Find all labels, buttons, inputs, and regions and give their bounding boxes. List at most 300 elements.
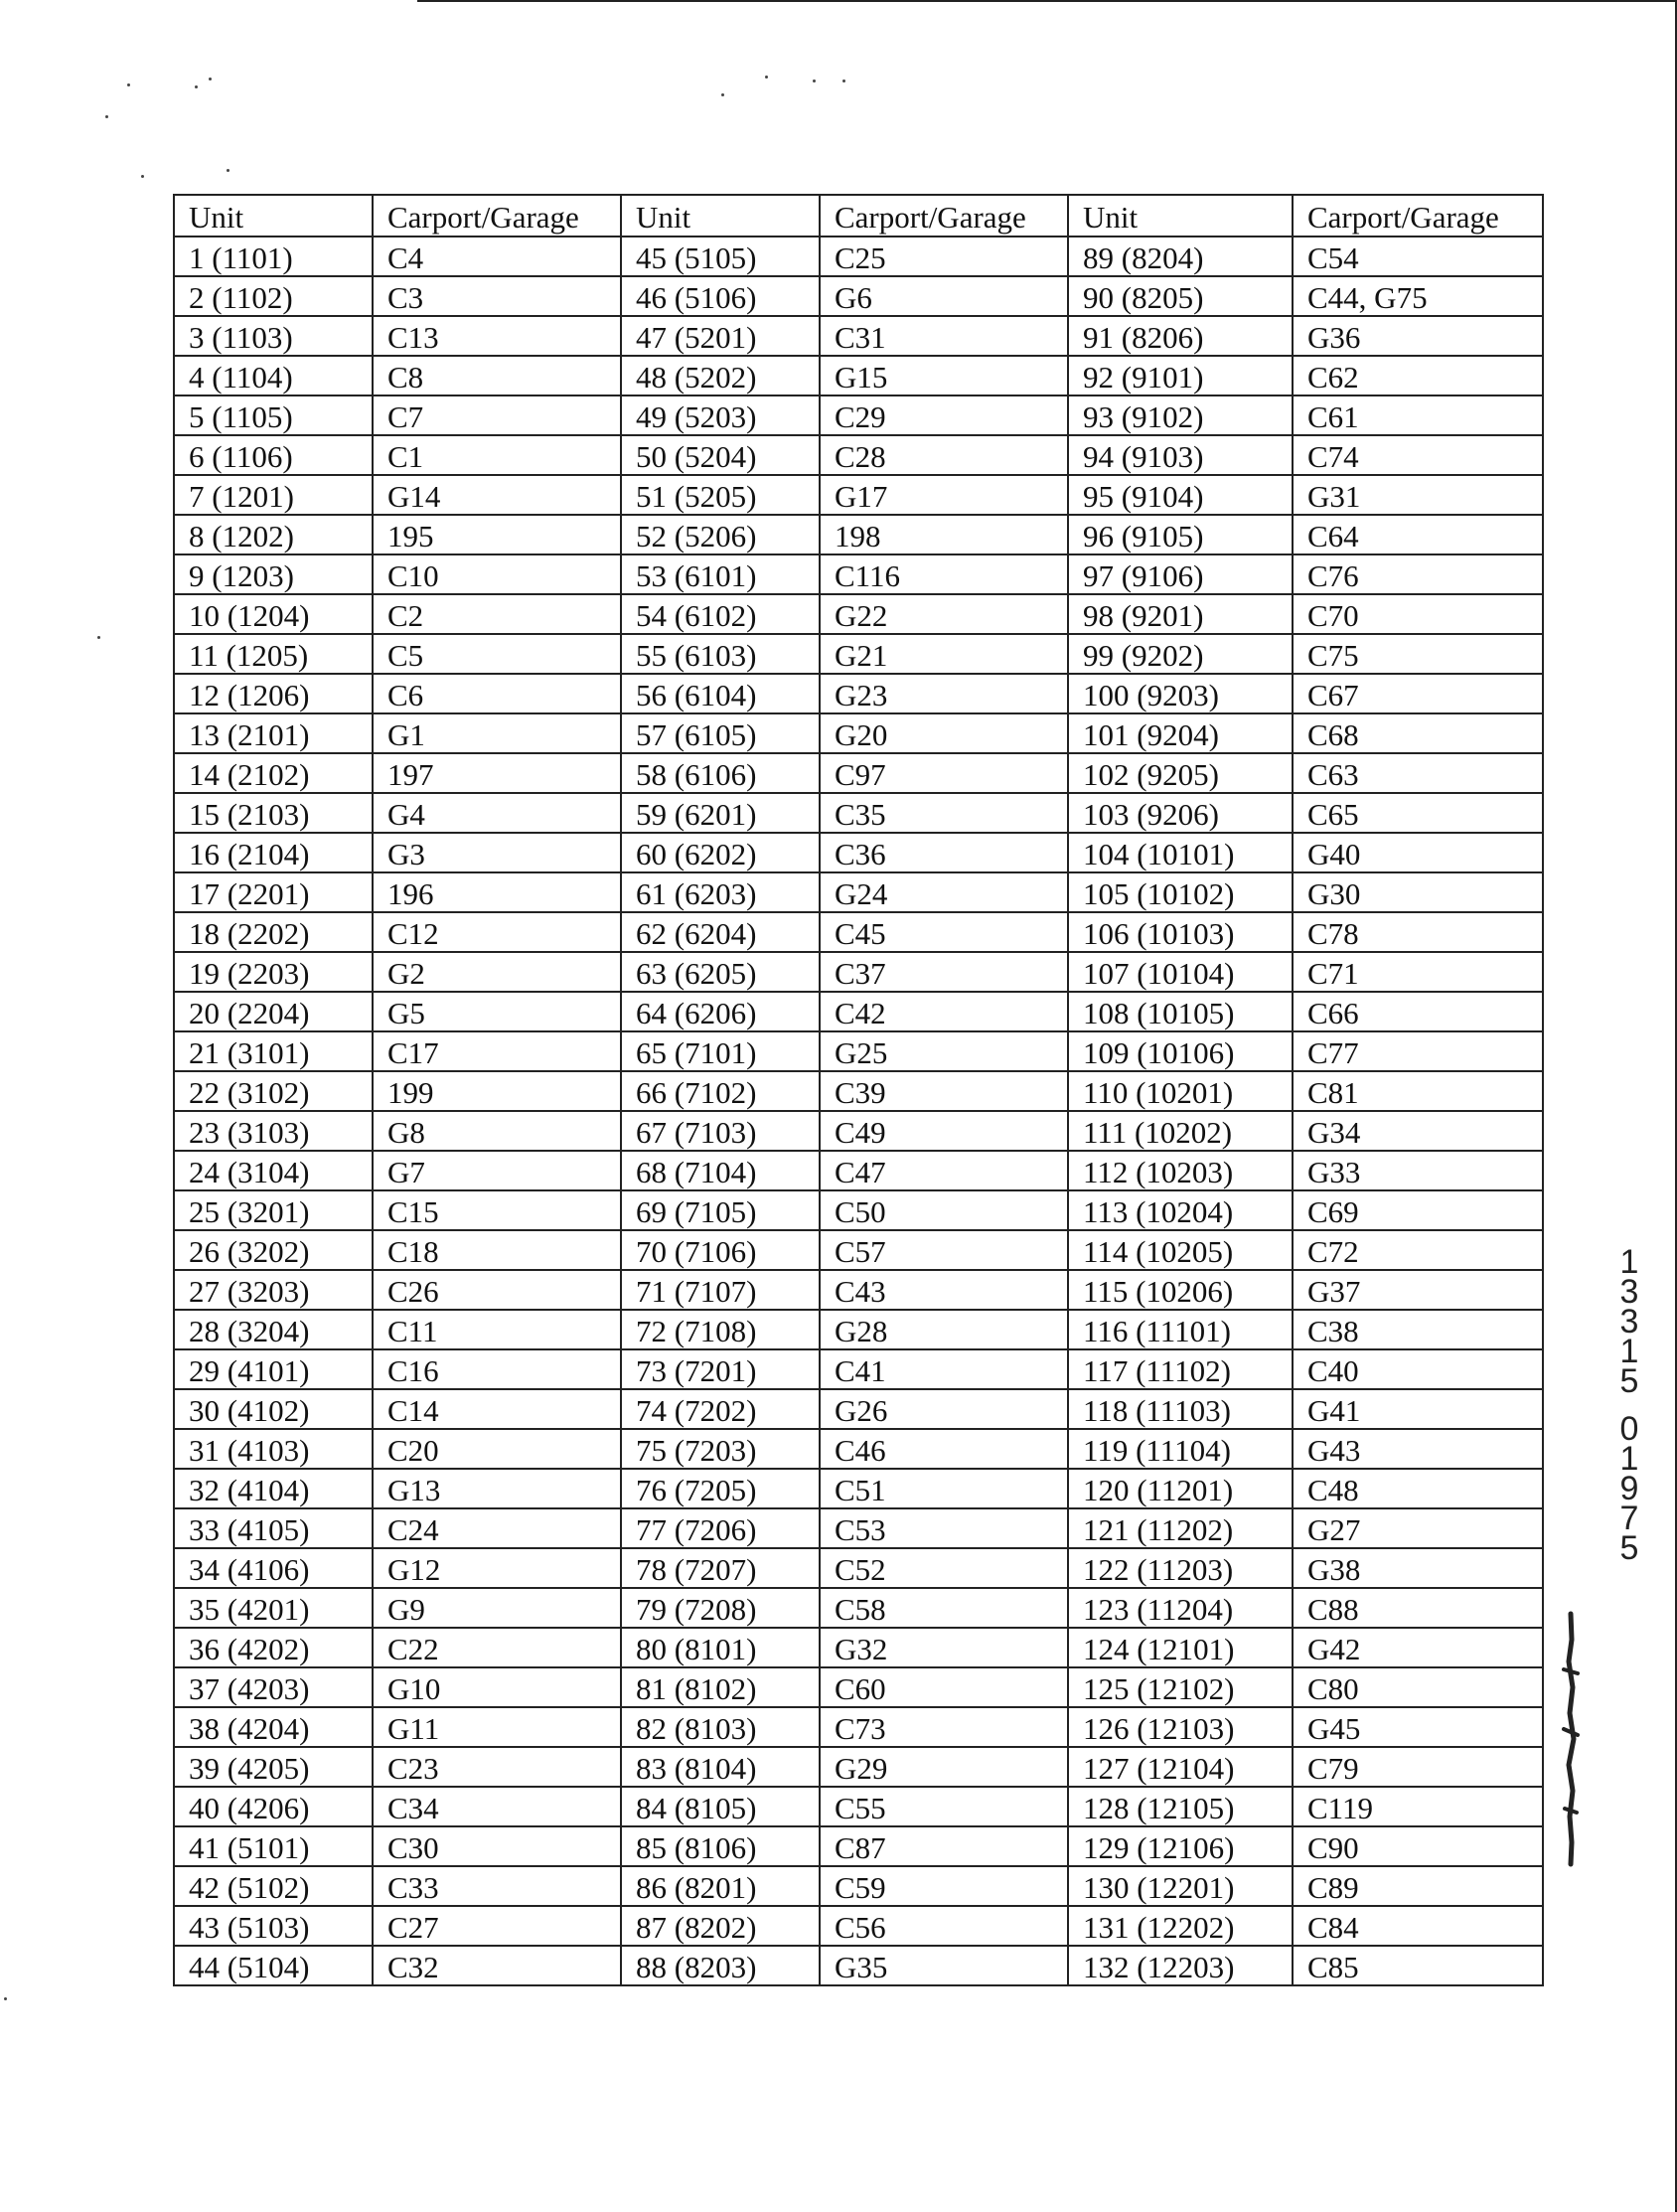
carport-garage-cell: C6: [373, 674, 621, 713]
carport-garage-cell: C67: [1293, 674, 1543, 713]
table-row: [174, 634, 1543, 674]
carport-garage-cell: G27: [1293, 1508, 1543, 1548]
table-row: [174, 1628, 1543, 1667]
scan-speck: [105, 115, 108, 118]
table-row: [174, 1747, 1543, 1787]
unit-cell: 120 (11201): [1068, 1469, 1293, 1508]
carport-garage-cell: G2: [373, 952, 621, 992]
unit-cell: 94 (9103): [1068, 435, 1293, 475]
unit-cell: 84 (8105): [621, 1787, 820, 1826]
unit-cell: 75 (7203): [621, 1429, 820, 1469]
unit-cell: 34 (4106): [174, 1548, 373, 1588]
carport-garage-cell: C2: [373, 594, 621, 634]
carport-garage-cell: G10: [373, 1667, 621, 1707]
unit-cell: 45 (5105): [621, 237, 820, 276]
header-row: [174, 195, 1543, 237]
carport-garage-cell: G4: [373, 793, 621, 833]
document-number-first: [1609, 1243, 1649, 1400]
unit-cell: 51 (5205): [621, 475, 820, 515]
table-row: [174, 1548, 1543, 1588]
carport-garage-cell: C50: [820, 1190, 1068, 1230]
table-row: [174, 833, 1543, 872]
table-row: [174, 1508, 1543, 1548]
carport-garage-cell: C3: [373, 276, 621, 316]
stamp-digit: 5: [1619, 1362, 1639, 1400]
carport-garage-cell: C57: [820, 1230, 1068, 1270]
unit-cell: 111 (10202): [1068, 1111, 1293, 1151]
unit-cell: 67 (7103): [621, 1111, 820, 1151]
unit-cell: 106 (10103): [1068, 912, 1293, 952]
table-row: [174, 1111, 1543, 1151]
carport-garage-cell: G6: [820, 276, 1068, 316]
carport-garage-cell: C34: [373, 1787, 621, 1826]
stamp-digit: 1: [1619, 1333, 1639, 1370]
carport-garage-cell: C97: [820, 753, 1068, 793]
unit-cell: 108 (10105): [1068, 992, 1293, 1031]
unit-cell: 60 (6202): [621, 833, 820, 872]
carport-garage-cell: C74: [1293, 435, 1543, 475]
unit-cell: 125 (12102): [1068, 1667, 1293, 1707]
stamp-digit: 1: [1619, 1440, 1639, 1478]
table-row: [174, 1031, 1543, 1071]
table-header: [174, 195, 1543, 237]
carport-garage-cell: C78: [1293, 912, 1543, 952]
carport-garage-cell: G31: [1293, 475, 1543, 515]
unit-cell: 92 (9101): [1068, 356, 1293, 395]
unit-cell: 80 (8101): [621, 1628, 820, 1667]
carport-garage-cell: C85: [1293, 1946, 1543, 1985]
carport-garage-cell: C39: [820, 1071, 1068, 1111]
table-row: [174, 992, 1543, 1031]
carport-garage-cell: C28: [820, 435, 1068, 475]
carport-garage-cell: C7: [373, 395, 621, 435]
carport-garage-cell: C23: [373, 1747, 621, 1787]
carport-garage-cell: G12: [373, 1548, 621, 1588]
carport-garage-cell: C56: [820, 1906, 1068, 1946]
carport-garage-cell: G22: [820, 594, 1068, 634]
carport-garage-cell: C22: [373, 1628, 621, 1667]
unit-cell: 96 (9105): [1068, 515, 1293, 554]
unit-cell: 93 (9102): [1068, 395, 1293, 435]
unit-cell: 46 (5106): [621, 276, 820, 316]
unit-cell: 23 (3103): [174, 1111, 373, 1151]
table-row: [174, 753, 1543, 793]
carport-garage-cell: C20: [373, 1429, 621, 1469]
unit-cell: 132 (12203): [1068, 1946, 1293, 1985]
carport-garage-cell: C80: [1293, 1667, 1543, 1707]
carport-garage-cell: G33: [1293, 1151, 1543, 1190]
unit-cell: 17 (2201): [174, 872, 373, 912]
scan-speck: [842, 79, 845, 82]
unit-cell: 100 (9203): [1068, 674, 1293, 713]
unit-cell: 83 (8104): [621, 1747, 820, 1787]
carport-garage-cell: C52: [820, 1548, 1068, 1588]
table-row: [174, 1787, 1543, 1826]
carport-garage-cell: C38: [1293, 1310, 1543, 1349]
carport-garage-cell: C43: [820, 1270, 1068, 1310]
unit-cell: 39 (4205): [174, 1747, 373, 1787]
table-row: [174, 1946, 1543, 1985]
carport-garage-cell: 196: [373, 872, 621, 912]
unit-cell: 32 (4104): [174, 1469, 373, 1508]
carport-garage-cell: C79: [1293, 1747, 1543, 1787]
unit-cell: 77 (7206): [621, 1508, 820, 1548]
unit-cell: 55 (6103): [621, 634, 820, 674]
unit-cell: 90 (8205): [1068, 276, 1293, 316]
unit-cell: 29 (4101): [174, 1349, 373, 1389]
unit-cell: 59 (6201): [621, 793, 820, 833]
unit-cell: 102 (9205): [1068, 753, 1293, 793]
unit-cell: 78 (7207): [621, 1548, 820, 1588]
carport-garage-cell: G32: [820, 1628, 1068, 1667]
unit-cell: 128 (12105): [1068, 1787, 1293, 1826]
carport-garage-cell: C69: [1293, 1190, 1543, 1230]
unit-cell: 15 (2103): [174, 793, 373, 833]
unit-cell: 61 (6203): [621, 872, 820, 912]
carport-garage-cell: G35: [820, 1946, 1068, 1985]
unit-cell: 35 (4201): [174, 1588, 373, 1628]
unit-cell: 44 (5104): [174, 1946, 373, 1985]
carport-garage-cell: C35: [820, 793, 1068, 833]
carport-garage-cell: C72: [1293, 1230, 1543, 1270]
unit-cell: 99 (9202): [1068, 634, 1293, 674]
scan-speck: [721, 93, 724, 96]
carport-garage-cell: C29: [820, 395, 1068, 435]
unit-cell: 104 (10101): [1068, 833, 1293, 872]
carport-garage-cell: C61: [1293, 395, 1543, 435]
scan-speck: [97, 636, 100, 639]
table-row: [174, 1667, 1543, 1707]
unit-cell: 105 (10102): [1068, 872, 1293, 912]
carport-garage-cell: C45: [820, 912, 1068, 952]
scan-speck: [195, 85, 198, 88]
carport-garage-cell: G24: [820, 872, 1068, 912]
unit-cell: 14 (2102): [174, 753, 373, 793]
carport-garage-cell: C42: [820, 992, 1068, 1031]
carport-garage-cell: G36: [1293, 316, 1543, 356]
unit-cell: 5 (1105): [174, 395, 373, 435]
unit-cell: 47 (5201): [621, 316, 820, 356]
unit-cell: 116 (11101): [1068, 1310, 1293, 1349]
table-row: [174, 793, 1543, 833]
unit-cell: 66 (7102): [621, 1071, 820, 1111]
unit-cell: 107 (10104): [1068, 952, 1293, 992]
unit-cell: 6 (1106): [174, 435, 373, 475]
carport-garage-cell: G42: [1293, 1628, 1543, 1667]
unit-cell: 70 (7106): [621, 1230, 820, 1270]
stamp-digit: 0: [1619, 1410, 1639, 1448]
unit-cell: 25 (3201): [174, 1190, 373, 1230]
carport-garage-cell: 198: [820, 515, 1068, 554]
carport-garage-cell: C71: [1293, 952, 1543, 992]
carport-garage-cell: C12: [373, 912, 621, 952]
unit-cell: 71 (7107): [621, 1270, 820, 1310]
unit-cell: 56 (6104): [621, 674, 820, 713]
column-header: Unit: [1068, 195, 1293, 237]
table-row: [174, 316, 1543, 356]
unit-cell: 114 (10205): [1068, 1230, 1293, 1270]
unit-cell: 16 (2104): [174, 833, 373, 872]
carport-garage-cell: C27: [373, 1906, 621, 1946]
carport-garage-cell: G34: [1293, 1111, 1543, 1151]
scan-speck: [127, 83, 130, 86]
carport-garage-cell: C26: [373, 1270, 621, 1310]
column-header: Carport/Garage: [1293, 195, 1543, 237]
unit-cell: 123 (11204): [1068, 1588, 1293, 1628]
carport-garage-cell: G25: [820, 1031, 1068, 1071]
unit-cell: 41 (5101): [174, 1826, 373, 1866]
unit-cell: 72 (7108): [621, 1310, 820, 1349]
unit-cell: 18 (2202): [174, 912, 373, 952]
unit-cell: 115 (10206): [1068, 1270, 1293, 1310]
carport-garage-cell: C31: [820, 316, 1068, 356]
carport-garage-cell: G37: [1293, 1270, 1543, 1310]
unit-cell: 13 (2101): [174, 713, 373, 753]
carport-garage-cell: C58: [820, 1588, 1068, 1628]
unit-cell: 7 (1201): [174, 475, 373, 515]
unit-cell: 73 (7201): [621, 1349, 820, 1389]
unit-cell: 4 (1104): [174, 356, 373, 395]
column-header: Carport/Garage: [373, 195, 621, 237]
carport-garage-cell: G21: [820, 634, 1068, 674]
unit-cell: 101 (9204): [1068, 713, 1293, 753]
carport-garage-cell: C36: [820, 833, 1068, 872]
unit-cell: 10 (1204): [174, 594, 373, 634]
carport-garage-cell: C63: [1293, 753, 1543, 793]
carport-garage-cell: C89: [1293, 1866, 1543, 1906]
carport-garage-cell: C25: [820, 237, 1068, 276]
unit-cell: 38 (4204): [174, 1707, 373, 1747]
carport-garage-cell: G30: [1293, 872, 1543, 912]
table-row: [174, 1469, 1543, 1508]
unit-cell: 43 (5103): [174, 1906, 373, 1946]
unit-cell: 76 (7205): [621, 1469, 820, 1508]
unit-cell: 21 (3101): [174, 1031, 373, 1071]
carport-garage-cell: G40: [1293, 833, 1543, 872]
table-row: [174, 1906, 1543, 1946]
unit-cell: 65 (7101): [621, 1031, 820, 1071]
scan-speck: [813, 79, 816, 82]
table-row: [174, 713, 1543, 753]
carport-garage-cell: G17: [820, 475, 1068, 515]
unit-cell: 9 (1203): [174, 554, 373, 594]
stamp-digit: 3: [1619, 1273, 1639, 1311]
table-body: [174, 237, 1543, 1985]
carport-garage-cell: C15: [373, 1190, 621, 1230]
table-row: [174, 594, 1543, 634]
carport-garage-cell: C66: [1293, 992, 1543, 1031]
carport-garage-cell: G20: [820, 713, 1068, 753]
table-row: [174, 872, 1543, 912]
unit-cell: 113 (10204): [1068, 1190, 1293, 1230]
carport-garage-cell: C17: [373, 1031, 621, 1071]
unit-cell: 112 (10203): [1068, 1151, 1293, 1190]
stamp-digit: 3: [1619, 1303, 1639, 1341]
carport-garage-cell: C119: [1293, 1787, 1543, 1826]
carport-garage-cell: G38: [1293, 1548, 1543, 1588]
unit-cell: 109 (10106): [1068, 1031, 1293, 1071]
table-row: [174, 1429, 1543, 1469]
carport-garage-cell: C13: [373, 316, 621, 356]
unit-cell: 54 (6102): [621, 594, 820, 634]
column-header: Unit: [621, 195, 820, 237]
carport-garage-cell: C88: [1293, 1588, 1543, 1628]
carport-garage-cell: G11: [373, 1707, 621, 1747]
unit-cell: 127 (12104): [1068, 1747, 1293, 1787]
unit-cell: 28 (3204): [174, 1310, 373, 1349]
table-row: [174, 1866, 1543, 1906]
table-row: [174, 1826, 1543, 1866]
carport-garage-cell: C11: [373, 1310, 621, 1349]
unit-cell: 12 (1206): [174, 674, 373, 713]
carport-garage-cell: C14: [373, 1389, 621, 1429]
unit-cell: 88 (8203): [621, 1946, 820, 1985]
unit-cell: 121 (11202): [1068, 1508, 1293, 1548]
unit-cell: 122 (11203): [1068, 1548, 1293, 1588]
unit-cell: 81 (8102): [621, 1667, 820, 1707]
carport-garage-cell: C65: [1293, 793, 1543, 833]
table-row: [174, 1588, 1543, 1628]
stamp-digit: 5: [1619, 1529, 1639, 1567]
unit-cell: 98 (9201): [1068, 594, 1293, 634]
carport-garage-cell: C68: [1293, 713, 1543, 753]
unit-cell: 130 (12201): [1068, 1866, 1293, 1906]
carport-garage-cell: G5: [373, 992, 621, 1031]
unit-cell: 26 (3202): [174, 1230, 373, 1270]
stamp-digit: 9: [1619, 1470, 1639, 1507]
unit-cell: 126 (12103): [1068, 1707, 1293, 1747]
unit-cell: 2 (1102): [174, 276, 373, 316]
carport-garage-cell: G7: [373, 1151, 621, 1190]
unit-cell: 8 (1202): [174, 515, 373, 554]
unit-cell: 37 (4203): [174, 1667, 373, 1707]
carport-garage-cell: C24: [373, 1508, 621, 1548]
table-row: [174, 475, 1543, 515]
carport-garage-cell: G43: [1293, 1429, 1543, 1469]
table-row: [174, 515, 1543, 554]
unit-cell: 11 (1205): [174, 634, 373, 674]
carport-garage-cell: G8: [373, 1111, 621, 1151]
unit-cell: 82 (8103): [621, 1707, 820, 1747]
carport-garage-cell: C40: [1293, 1349, 1543, 1389]
unit-cell: 49 (5203): [621, 395, 820, 435]
carport-garage-cell: 199: [373, 1071, 621, 1111]
table-row: [174, 1389, 1543, 1429]
unit-cell: 22 (3102): [174, 1071, 373, 1111]
carport-garage-cell: C16: [373, 1349, 621, 1389]
carport-garage-cell: G41: [1293, 1389, 1543, 1429]
document-number-second: [1609, 1410, 1649, 1567]
carport-garage-cell: C76: [1293, 554, 1543, 594]
handwritten-signature: [1556, 1610, 1586, 1868]
stamp-digit: 7: [1619, 1500, 1639, 1537]
carport-garage-cell: G28: [820, 1310, 1068, 1349]
carport-garage-cell: C5: [373, 634, 621, 674]
table-row: [174, 356, 1543, 395]
carport-garage-cell: C64: [1293, 515, 1543, 554]
unit-cell: 69 (7105): [621, 1190, 820, 1230]
unit-cell: 58 (6106): [621, 753, 820, 793]
carport-garage-cell: G13: [373, 1469, 621, 1508]
carport-garage-cell: C49: [820, 1111, 1068, 1151]
carport-garage-cell: C37: [820, 952, 1068, 992]
unit-cell: 30 (4102): [174, 1389, 373, 1429]
unit-cell: 118 (11103): [1068, 1389, 1293, 1429]
table-row: [174, 912, 1543, 952]
unit-cell: 103 (9206): [1068, 793, 1293, 833]
unit-cell: 42 (5102): [174, 1866, 373, 1906]
carport-garage-cell: C59: [820, 1866, 1068, 1906]
carport-garage-cell: C41: [820, 1349, 1068, 1389]
unit-cell: 20 (2204): [174, 992, 373, 1031]
unit-cell: 3 (1103): [174, 316, 373, 356]
table-row: [174, 1270, 1543, 1310]
carport-garage-cell: C46: [820, 1429, 1068, 1469]
scan-speck: [765, 76, 768, 79]
unit-cell: 63 (6205): [621, 952, 820, 992]
side-document-number: [1609, 1243, 1649, 1567]
carport-garage-cell: C33: [373, 1866, 621, 1906]
carport-garage-cell: C73: [820, 1707, 1068, 1747]
carport-garage-cell: C54: [1293, 237, 1543, 276]
unit-cell: 117 (11102): [1068, 1349, 1293, 1389]
unit-cell: 95 (9104): [1068, 475, 1293, 515]
unit-cell: 68 (7104): [621, 1151, 820, 1190]
column-header: Carport/Garage: [820, 195, 1068, 237]
unit-cell: 57 (6105): [621, 713, 820, 753]
carport-garage-cell: C30: [373, 1826, 621, 1866]
unit-cell: 79 (7208): [621, 1588, 820, 1628]
table-row: [174, 1349, 1543, 1389]
unit-cell: 1 (1101): [174, 237, 373, 276]
unit-cell: 33 (4105): [174, 1508, 373, 1548]
unit-cell: 110 (10201): [1068, 1071, 1293, 1111]
unit-cell: 86 (8201): [621, 1866, 820, 1906]
table-row: [174, 435, 1543, 475]
carport-garage-cell: C48: [1293, 1469, 1543, 1508]
table-row: [174, 1071, 1543, 1111]
unit-cell: 64 (6206): [621, 992, 820, 1031]
unit-cell: 36 (4202): [174, 1628, 373, 1667]
unit-cell: 62 (6204): [621, 912, 820, 952]
table-row: [174, 395, 1543, 435]
carport-garage-cell: C90: [1293, 1826, 1543, 1866]
scan-speck: [227, 169, 229, 172]
carport-garage-cell: C44, G75: [1293, 276, 1543, 316]
unit-cell: 19 (2203): [174, 952, 373, 992]
scan-edge-top: [417, 0, 1677, 2]
unit-cell: 31 (4103): [174, 1429, 373, 1469]
table-row: [174, 1230, 1543, 1270]
table-row: [174, 237, 1543, 276]
carport-garage-cell: C70: [1293, 594, 1543, 634]
carport-garage-cell: C18: [373, 1230, 621, 1270]
unit-cell: 40 (4206): [174, 1787, 373, 1826]
table-row: [174, 674, 1543, 713]
carport-garage-cell: C4: [373, 237, 621, 276]
unit-cell: 87 (8202): [621, 1906, 820, 1946]
carport-garage-cell: G29: [820, 1747, 1068, 1787]
unit-cell: 131 (12202): [1068, 1906, 1293, 1946]
carport-garage-cell: C60: [820, 1667, 1068, 1707]
carport-garage-cell: G15: [820, 356, 1068, 395]
carport-garage-cell: C51: [820, 1469, 1068, 1508]
unit-cell: 50 (5204): [621, 435, 820, 475]
carport-garage-cell: C84: [1293, 1906, 1543, 1946]
carport-garage-cell: C87: [820, 1826, 1068, 1866]
carport-garage-cell: 197: [373, 753, 621, 793]
carport-garage-cell: C10: [373, 554, 621, 594]
